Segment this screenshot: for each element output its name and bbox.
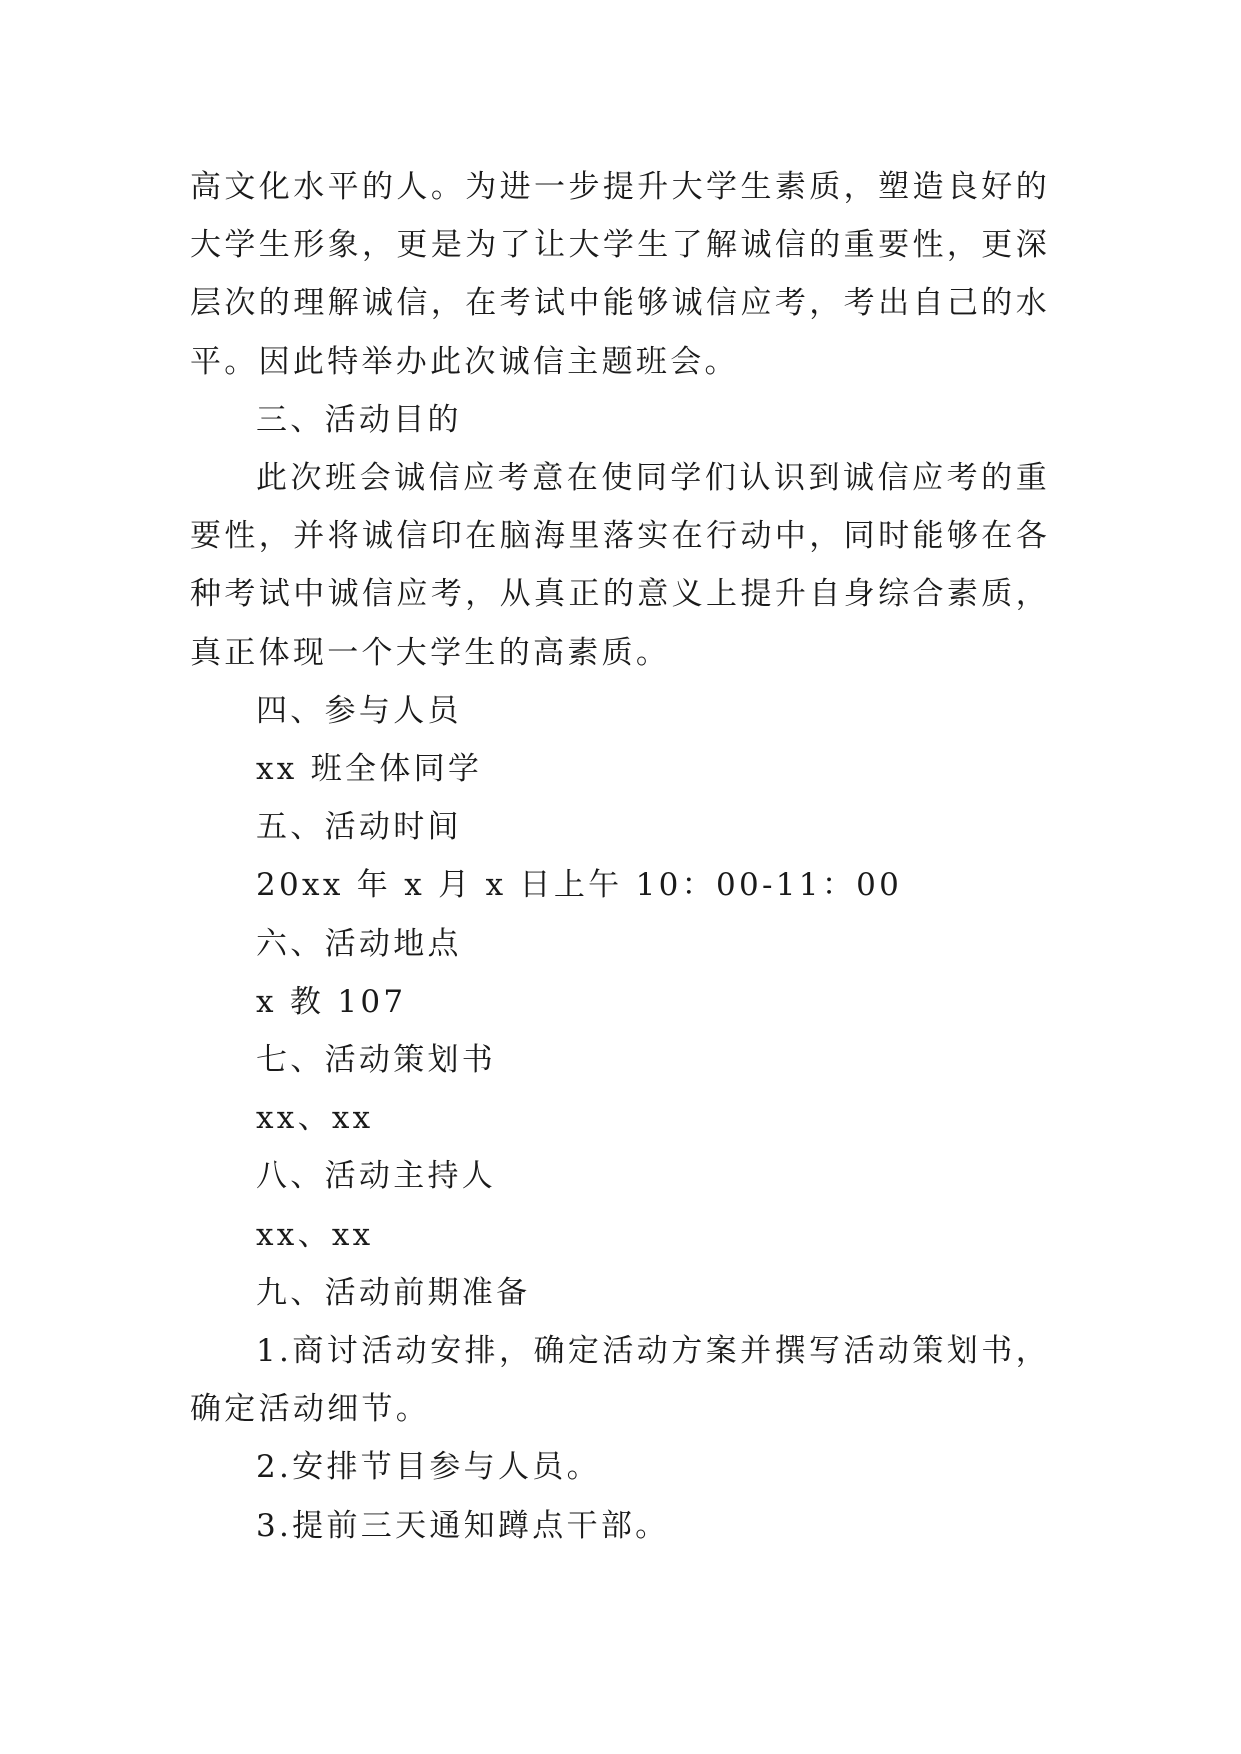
heading-participants: 四、参与人员: [256, 692, 462, 729]
heading-activity-planners: 七、活动策划书: [256, 1042, 497, 1079]
document-body: [190, 158, 1050, 1555]
list-item-preparation-2: 2.安排节目参与人员。: [256, 1449, 601, 1486]
paragraph-activity-purpose: 此次班会诚信应考意在使同学们认识到诚信应考的重要性，并将诚信印在脑海里落实在行动中，同时能够在各种考试中诚信应考，从真正的意义上提升自身综合素质，真正体现一个大学生的高素质。: [190, 460, 1050, 671]
paragraph-activity-hosts: xx、xx: [256, 1216, 374, 1253]
heading-activity-purpose: 三、活动目的: [256, 401, 462, 438]
paragraph-background-continued: 高文化水平的人。为进一步提升大学生素质，塑造良好的大学生形象，更是为了让大学生了解诚信的重要性，更深层次的理解诚信，在考试中能够诚信应考，考出自己的水平。因此特举办此次诚信主题班会。: [190, 169, 1050, 380]
paragraph-activity-time: 20xx 年 x 月 x 日上午 10：00-11：00: [256, 867, 903, 904]
list-item-preparation-3: 3.提前三天通知蹲点干部。: [256, 1507, 670, 1544]
paragraph-activity-location: x 教 107: [256, 983, 407, 1020]
heading-activity-location: 六、活动地点: [256, 925, 462, 962]
paragraph-participants: xx 班全体同学: [256, 751, 483, 788]
list-item-preparation-1: 1.商讨活动安排，确定活动方案并撰写活动策划书，确定活动细节。: [190, 1333, 1050, 1428]
heading-preparation: 九、活动前期准备: [256, 1274, 531, 1311]
heading-activity-hosts: 八、活动主持人: [256, 1158, 497, 1195]
paragraph-activity-planners: xx、xx: [256, 1100, 374, 1137]
heading-activity-time: 五、活动时间: [256, 809, 462, 846]
